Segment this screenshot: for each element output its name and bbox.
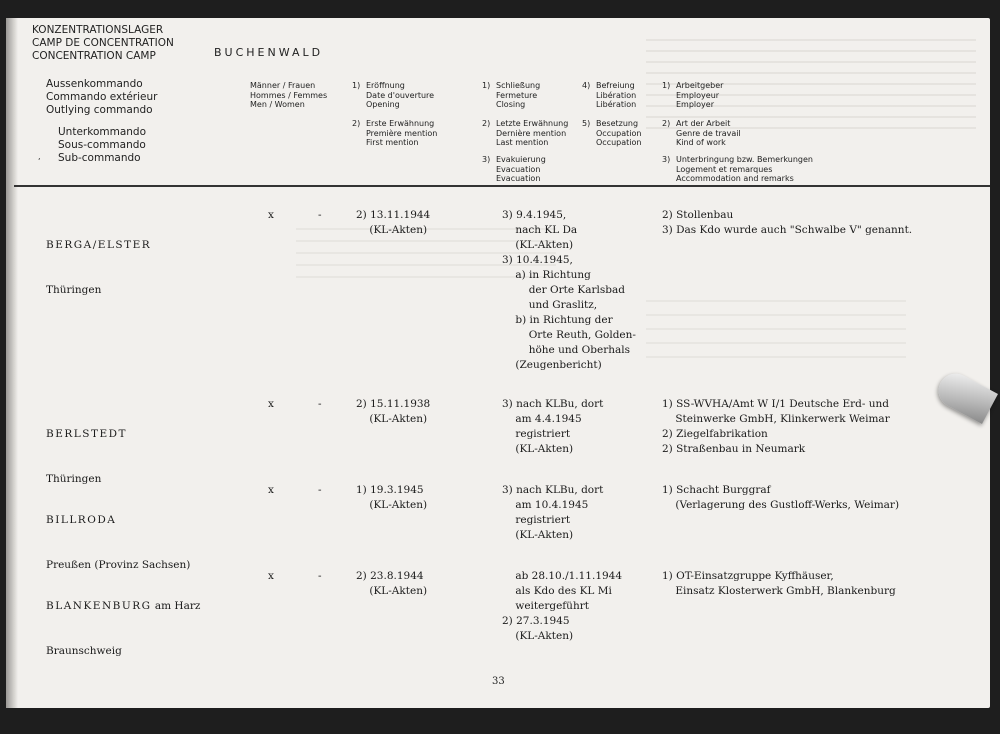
aussen-label-fr: Commando extérieur [46,91,158,103]
first-mention-num: 2) [352,119,361,128]
opening-caption: Eröffnung Date d'ouverture Opening [366,81,435,109]
entry-place: BERLSTEDT [46,428,128,440]
entry-closing: 3) 9.4.1945, nach KL Da (KL-Akten) 3) 10.4.1945, a) in Richtung der Orte Karlsbad und Graslitz, b) in Richtung der Orte Reuth, Golden- höhe und Oberhals (Zeugenbericht) [502,209,636,371]
unter-label-de: Unterkommando [58,126,146,138]
entry-place: BILLRODA [46,514,117,526]
entry-place-block [46,208,151,328]
entry-men-mark: x [268,570,274,582]
book-spine-shadow [6,18,18,708]
liberation-num: 4) [582,81,591,90]
entry-remarks: 2) Stollenbau 3) Das Kdo wurde auch "Schwalbe V" genannt. [662,209,913,236]
camp-label-fr: CAMP DE CONCENTRATION [32,37,174,49]
last-mention-caption: Letzte Erwähnung Dernière mention Last mention [496,119,569,147]
gender-column-caption: Männer / Frauen Hommes / Femmes Men / Women [250,81,328,109]
camp-type-labels [32,24,174,63]
kind-of-work-caption: Art der Arbeit Genre de travail Kind of work [676,119,741,147]
employer-caption: Arbeitgeber Employeur Employer [676,81,724,109]
entry-opening: 2) 23.8.1944 (KL-Akten) [356,570,428,597]
employer-num: 1) [662,81,671,90]
bleed-through-texture [646,288,906,368]
bleed-through-texture [646,30,976,130]
metal-clip [933,368,998,424]
kind-of-work-num: 2) [662,119,671,128]
entry-region: Braunschweig [46,645,122,657]
document-page [6,18,990,708]
closing-num: 1) [482,81,491,90]
camp-label-en: CONCENTRATION CAMP [32,50,156,62]
entry-men-mark: x [268,398,274,410]
last-mention-num: 2) [482,119,491,128]
bullet-mark: , [38,152,41,161]
sub-commando-labels [58,126,146,165]
aussen-label-en: Outlying commando [46,104,153,116]
occupation-num: 5) [582,119,591,128]
unter-label-fr: Sous-commando [58,139,146,151]
entry-place-block [46,569,200,689]
liberation-caption: Befreiung Libération Libération [596,81,637,109]
entry-closing: 3) nach KLBu, dort am 4.4.1945 registriert (KL-Akten) [502,398,604,455]
entry-place: BLANKENBURG [46,600,152,612]
entry-opening: 2) 15.11.1938 (KL-Akten) [356,398,431,425]
accommodation-caption: Unterbringung bzw. Bemerkungen Logement et remarques Accommodation and remarks [676,155,813,183]
entry-place-suffix: am Harz [151,600,201,612]
entry-remarks: 1) Schacht Burggraf (Verlagerung des Gustloff-Werks, Weimar) [662,484,900,511]
aussen-label-de: Aussenkommando [46,78,143,90]
evacuation-num: 3) [482,155,491,164]
entry-opening: 1) 19.3.1945 (KL-Akten) [356,484,428,511]
entry-place: BERGA/ELSTER [46,239,152,251]
entry-men-mark: x [268,209,274,221]
camp-label-de: KONZENTRATIONSLAGER [32,24,164,36]
entry-region: Thüringen [46,473,102,485]
evacuation-caption: Evakuierung Evacuation Evacuation [496,155,546,183]
entry-closing: ab 28.10./1.11.1944 als Kdo des KL Mi weitergeführt 2) 27.3.1945 (KL-Akten) [502,570,623,642]
accommodation-num: 3) [662,155,671,164]
entry-women-mark: - [318,570,322,582]
entry-men-mark: x [268,484,274,496]
entry-women-mark: - [318,209,322,221]
unter-label-en: Sub-commando [58,152,141,164]
occupation-caption: Besetzung Occupation Occupation [596,119,642,147]
first-mention-caption: Erste Erwähnung Première mention First mention [366,119,438,147]
header-divider [14,185,990,187]
camp-name: BUCHENWALD [214,46,324,59]
entry-women-mark: - [318,398,322,410]
outlying-commando-labels [46,78,157,117]
entry-region: Thüringen [46,284,102,296]
entry-remarks: 1) OT-Einsatzgruppe Kyffhäuser, Einsatz Klosterwerk GmbH, Blankenburg [662,570,896,597]
entry-region: Preußen (Provinz Sachsen) [46,559,191,571]
opening-num: 1) [352,81,361,90]
entry-remarks: 1) SS-WVHA/Amt W I/1 Deutsche Erd- und Steinwerke GmbH, Klinkerwerk Weimar 2) Ziegelfabrikation 2) Straßenbau in Neumark [662,398,890,455]
entry-opening: 2) 13.11.1944 (KL-Akten) [356,209,431,236]
page-number: 33 [492,676,505,687]
closing-caption: Schließung Fermeture Closing [496,81,541,109]
entry-women-mark: - [318,484,322,496]
entry-closing: 3) nach KLBu, dort am 10.4.1945 registriert (KL-Akten) [502,484,604,541]
